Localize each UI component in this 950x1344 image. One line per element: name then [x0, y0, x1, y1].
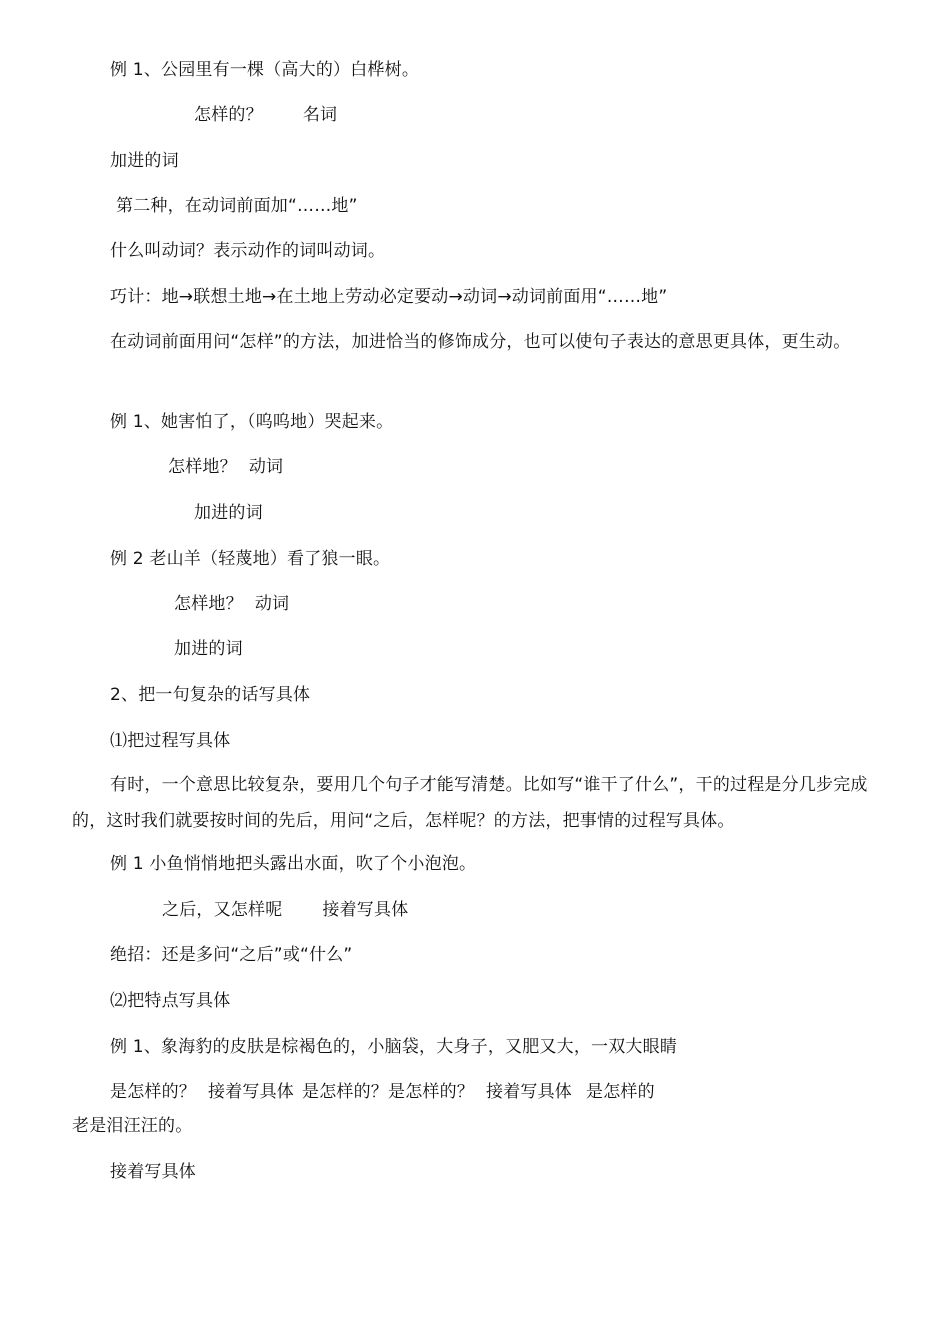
annotation-how-verb: [174, 593, 289, 615]
annotation-verb: 动词: [254, 594, 290, 614]
annotation-question-noun: [194, 104, 337, 126]
process-explanation: 有时，一个意思比较复杂，要用几个句子才能写清楚。比如写“谁干了什么”，干的过程是分几步完成的，这时我们就要按时间的先后，用问“之后，怎样呢？的方法，把事情的过程写具体。: [72, 775, 868, 831]
annotation-how-verb: [168, 456, 283, 478]
section-2-heading: 2、把一句复杂的话写具体: [110, 685, 311, 705]
annotation-question: 怎样的？: [194, 105, 263, 125]
annotation-how: 怎样地？: [174, 594, 243, 614]
annotation-what-like: 是怎样的: [586, 1082, 655, 1102]
annotation-continue-detail: 接着写具体: [486, 1082, 572, 1102]
annotation-added-word: 加进的词: [174, 639, 243, 659]
memory-trick: 巧计：地→联想土地→在土地上劳动必定要动→动词→动词前面用“……地”: [110, 287, 668, 307]
annotation-features-row: [110, 1081, 655, 1103]
annotation-continue-detail: 接着写具体: [208, 1082, 294, 1102]
annotation-how: 怎样地？: [168, 457, 237, 477]
annotation-continue-detail: 接着写具体: [322, 900, 409, 920]
annotation-what-like: 是怎样的？: [110, 1082, 196, 1102]
annotation-verb: 动词: [248, 457, 284, 477]
subsection-process-heading: ⑴把过程写具体: [110, 731, 231, 751]
example-2-verb-sentence: 例 2 老山羊（轻蔑地）看了狼一眼。: [110, 549, 391, 569]
method-two-heading: 第二种，在动词前面加“……地”: [116, 196, 358, 216]
example-1-process-sentence: 例 1 小鱼悄悄地把头露出水面，吹了个小泡泡。: [110, 854, 477, 874]
annotation-what-like-double: 是怎样的？是怎样的？: [302, 1082, 474, 1102]
verb-definition: 什么叫动词？表示动作的词叫动词。: [110, 241, 386, 261]
tip-ask-more: 绝招：还是多问“之后”或“什么”: [110, 945, 353, 965]
verb-modifier-explanation: 在动词前面用问“怎样”的方法，加进恰当的修饰成分，也可以使句子表达的意思更具体，更生动。: [110, 332, 851, 352]
example-1-adjective-sentence: 例 1、公园里有一棵（高大的）白桦树。: [110, 60, 420, 80]
annotation-then-continue: [162, 899, 408, 921]
features-sentence-continuation: 老是泪汪汪的。: [72, 1116, 193, 1136]
annotation-continue-detail: 接着写具体: [110, 1162, 196, 1182]
example-1-features-sentence: 例 1、象海豹的皮肤是棕褐色的，小脑袋，大身子，又肥又大，一双大眼睛: [110, 1037, 678, 1057]
annotation-added-word: 加进的词: [110, 151, 179, 171]
annotation-added-word: 加进的词: [194, 503, 263, 523]
annotation-then-what: 之后，又怎样呢: [162, 900, 283, 920]
subsection-features-heading: ⑵把特点写具体: [110, 991, 231, 1011]
annotation-noun: 名词: [302, 105, 338, 125]
example-1-verb-sentence: 例 1、她害怕了，（呜呜地）哭起来。: [110, 412, 394, 432]
